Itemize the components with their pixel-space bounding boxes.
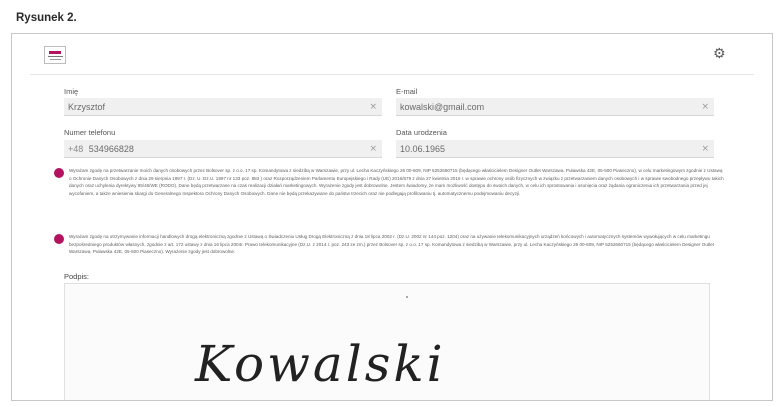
gear-icon[interactable]: ⚙ xyxy=(713,46,726,62)
top-bar xyxy=(12,34,772,74)
signature-text: Kowalski xyxy=(195,335,446,393)
first-name-field[interactable] xyxy=(64,98,382,116)
consent-commercial-info xyxy=(54,233,724,263)
consent-commercial-text: Wyrażam zgodę na otrzymywanie informacji handlowych drogą elektroniczną zgodnie z Ustawą o Świadczeniu Usług Drogą Elektroniczną z dnia 18 lipca 2002 r. (Dz.U. 2002 nr 144 poz. 1204) oraz na używanie telekomunikacyjnych urządzeń końcowych i automatycznych systemów wywołujących w celu marketingu bezpośredniego produktów własnych, zgodnie z art. 172 ustawy z dnia 16 lipca 2004r. Prawo telekomunikacyjne (Dz.U. z 2014 r. poz. 243 ze zm.) przez Bolsover sp. z o.o. 17 sp. Komandytowa z siedzibą w Warszawie, przy ul. Lecha Kaczyńskiego 26 00-609, NIP 5252660715 (będącego właścicielem Designer Outlet Warszawa, Puławska 42E, 05-500 Piaseczno). Wyrażenie zgody jest dobrowolne. xyxy=(69,234,714,254)
signature-label: Podpis: xyxy=(64,272,90,281)
first-name-value: Krzysztof xyxy=(68,102,106,112)
form-window xyxy=(11,33,773,401)
consent-marketing-radio[interactable] xyxy=(54,168,64,178)
consent-marketing xyxy=(54,167,724,217)
email-label: E-mail xyxy=(396,87,418,96)
consent-commercial-radio[interactable] xyxy=(54,234,64,244)
phone-field[interactable] xyxy=(64,140,382,158)
close-icon[interactable]: × xyxy=(701,144,709,154)
birth-date-value: 10.06.1965 xyxy=(400,144,446,154)
signature-drawing xyxy=(65,284,711,401)
close-icon[interactable]: × xyxy=(701,102,709,112)
logo-icon xyxy=(44,46,66,64)
first-name-label: Imię xyxy=(64,87,79,96)
signature-pad[interactable] xyxy=(64,283,710,401)
email-value: kowalski@gmail.com xyxy=(400,102,485,112)
email-field[interactable] xyxy=(396,98,714,116)
consent-marketing-text: Wyrażam zgodę na przetwarzanie moich danych osobowych przez Bolsover sp. z o.o. 17 sp. Komandytowa z siedzibą w Warszawie, przy ul. Lecha Kaczyńskiego 26 00-609, NIP 5252660715 (będącego właścicielem Designer Outlet Warszawa, Puławska 42E, 05-500 Piaseczno), w celu marketingowym zgodnie z Ustawą o Ochronie Danych Osobowych z dnia 29 sierpnia 1997 r. (Dz. U. Dz.U. 1997 nr 133 poz. 883 ) oraz Rozporządzeniem Parlamentu Europejskiego i Rady (UE) 2016/679 z dnia 27 kwietnia 2016 r. w sprawie ochrony osób fizycznych w związku z przetwarzaniem danych osobowych i w sprawie swobodnego przepływu takich danych oraz uchylenia dyrektywy 95/46/WE (RODO). Dane będą przetwarzane na czas realizacji działań marketingowych. Wyrażenie zgody jest dobrowolne. Jestem świadomy, że mam możliwość dostępu do swoich danych, w celu ich sprostowania i usunięcia oraz żądania ograniczenia ich przetwarzania przed jej wycofaniem, a także wniesienia skargi do Generalnego Inspektora Ochrony Danych Osobowych. Dane nie będą przekazywane do państw trzecich oraz nie podlegają profilowaniu tj. automatycznemu podejmowaniu decyzji. xyxy=(69,168,724,196)
phone-value: 534966828 xyxy=(88,144,134,154)
birth-date-label: Data urodzenia xyxy=(396,128,447,137)
header-divider xyxy=(30,74,754,75)
close-icon[interactable]: × xyxy=(369,102,377,112)
close-icon[interactable]: × xyxy=(369,144,377,154)
birth-date-field[interactable] xyxy=(396,140,714,158)
phone-label: Numer telefonu xyxy=(64,128,116,137)
figure-caption: Rysunek 2. xyxy=(16,12,77,24)
phone-prefix: +48 xyxy=(68,144,84,154)
